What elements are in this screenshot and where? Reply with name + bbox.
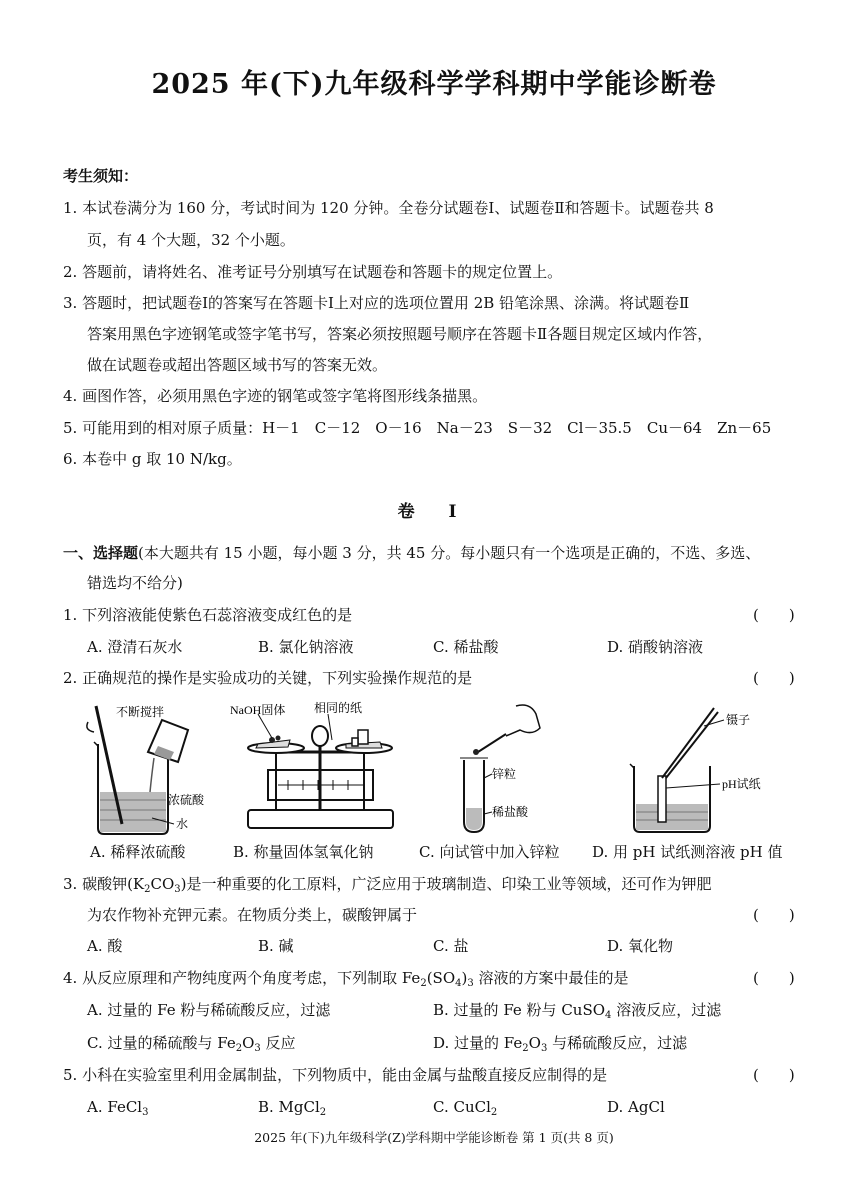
- q4-text: 4. 从反应原理和产物纯度两个角度考虑，下列制取 Fe: [63, 969, 421, 987]
- q4-sub: 2: [522, 1043, 529, 1054]
- q4-option-a: A. 过量的 Fe 粉与稀硫酸反应，过滤: [87, 1001, 331, 1019]
- q5-stem: 5. 小科在实验室里利用金属制盐，下列物质中，能由金属与盐酸直接反应制得的是: [63, 1066, 608, 1084]
- q4-text: B. 过量的 Fe 粉与 CuSO: [433, 1001, 606, 1019]
- q4-sub: 2: [420, 978, 427, 989]
- q5-sub: 3: [142, 1107, 149, 1118]
- q4-sub: 3: [540, 1043, 548, 1054]
- notice-line: 2. 答题前，请将姓名、准考证号分别填写在试题卷和答题卡的规定位置上。: [63, 263, 563, 281]
- q3-text: 3. 碳酸钾(K: [63, 875, 145, 893]
- notice-line: 4. 画图作答，必须用黑色字迹的钢笔或签字笔将图形线条描黑。: [63, 387, 488, 405]
- exam-title: 2025 年(下)九年级科学学科期中学能诊断卷: [151, 69, 717, 100]
- q4-stem: [63, 968, 629, 988]
- notice-line: 3. 答题时，把试题卷Ⅰ的答案写在答题卡Ⅰ上对应的选项位置用 2B 铅笔涂黑、涂满。将试题卷Ⅱ: [63, 294, 690, 312]
- notice-heading: 考生须知：: [63, 167, 139, 185]
- notice-line: 1. 本试卷满分为 160 分，考试时间为 120 分钟。全卷分试题卷Ⅰ、试题卷Ⅱ和答题卡。试题卷共 8: [63, 199, 714, 217]
- q4-text: C. 过量的稀硫酸与 Fe: [87, 1034, 236, 1052]
- notice-line: 页，有 4 个大题，32 个小题。: [87, 231, 295, 249]
- q1-option-c: C. 稀盐酸: [433, 638, 499, 656]
- q4-text: 溶液的方案中最佳的是: [473, 969, 629, 987]
- part1-heading: 一、选择题: [63, 544, 139, 562]
- q5-option-c: [433, 1097, 497, 1117]
- q3-option-b: B. 碱: [258, 937, 294, 955]
- q4-sub: 4: [455, 978, 462, 989]
- q4-sub: 3: [467, 978, 474, 989]
- q4-text: 溶液反应，过滤: [611, 1001, 722, 1019]
- q4-text: D. 过量的 Fe: [433, 1034, 523, 1052]
- figure-b-label-naoh: NaOH固体: [230, 703, 286, 717]
- q5-option-b: [258, 1097, 326, 1117]
- notice-line: 做在试题卷或超出答题区域书写的答案无效。: [87, 356, 388, 374]
- figure-a-caption: A. 稀释浓硫酸: [90, 843, 186, 861]
- figure-b-caption: B. 称量固体氢氧化钠: [233, 843, 374, 861]
- q4-answer-paren: ( ): [753, 969, 795, 987]
- figure-a-label-stir: 不断搅拌: [116, 705, 165, 719]
- q4-text: O: [242, 1034, 255, 1052]
- figure-d-caption: D. 用 pH 试纸测溶液 pH 值: [592, 843, 783, 861]
- figure-d-label-ph-paper: pH试纸: [722, 777, 761, 791]
- page-footer: 2025 年(下)九年级科学(Z)学科期中学能诊断卷 第 1 页(共 8 页): [254, 1130, 614, 1145]
- q4-text: 与稀硫酸反应，过滤: [547, 1034, 688, 1052]
- q3-sub: 3: [174, 884, 181, 895]
- notice-line: 5. 可能用到的相对原子质量：H－1 C－12 O－16 Na－23 S－32 Cl－35.5 Cu－64 Zn－65: [63, 419, 772, 437]
- q1-option-d: D. 硝酸钠溶液: [607, 638, 704, 656]
- q2-stem: 2. 正确规范的操作是实验成功的关键，下列实验操作规范的是: [63, 669, 473, 687]
- q1-stem: 1. 下列溶液能使紫色石蕊溶液变成红色的是: [63, 606, 353, 624]
- q3-stem-line1: [63, 874, 712, 894]
- q5-sub: 2: [490, 1107, 498, 1118]
- q5-text: C. CuCl: [433, 1098, 491, 1116]
- q1-option-a: A. 澄清石灰水: [87, 638, 183, 656]
- q5-text: A. FeCl: [87, 1098, 143, 1116]
- figure-a-dilution: [70, 700, 220, 838]
- q4-sub: 3: [254, 1043, 261, 1054]
- q4-option-c: [87, 1033, 296, 1053]
- q3-stem-line2: 为农作物补充钾元素。在物质分类上，碳酸钾属于: [87, 906, 418, 924]
- q1-option-b: B. 氯化钠溶液: [258, 638, 354, 656]
- figure-a-label-water: 水: [176, 817, 189, 831]
- q4-option-b: [433, 1000, 721, 1020]
- q4-text: 反应: [260, 1034, 296, 1052]
- q4-text: O: [528, 1034, 541, 1052]
- q3-text: )是一种重要的化工原料，广泛应用于玻璃制造、印染工业等领域，还可作为钾肥: [180, 875, 712, 893]
- part1-header: [63, 543, 760, 563]
- figure-b-balance: [228, 700, 413, 838]
- section-label: 卷 Ⅰ: [397, 502, 471, 522]
- q4-option-d: [433, 1033, 687, 1053]
- q2-answer-paren: ( ): [753, 669, 795, 687]
- q3-sub: 2: [144, 884, 151, 895]
- part1-desc: (本大题共有 15 小题，每小题 3 分，共 45 分。每小题只有一个选项是正确的，不选、多选、: [138, 544, 761, 562]
- notice-line: 答案用黑色字迹钢笔或签字笔书写，答案必须按照题号顺序在答题卡Ⅱ各题目规定区域内作答，: [87, 325, 713, 343]
- q4-sub: 4: [605, 1010, 612, 1021]
- q3-option-c: C. 盐: [433, 937, 469, 955]
- figure-b-label-paper: 相同的纸: [314, 701, 363, 715]
- figure-d-label-tweezers: 镊子: [726, 713, 751, 727]
- q1-answer-paren: ( ): [753, 606, 795, 624]
- q5-option-d: D. AgCl: [607, 1098, 665, 1116]
- figure-d-ph-test: [620, 700, 790, 838]
- q4-text: (SO: [426, 969, 456, 987]
- q3-option-a: A. 酸: [87, 937, 123, 955]
- notice-line: 6. 本卷中 g 取 10 N/kg。: [63, 450, 242, 468]
- figure-a-label-acid: 浓硫酸: [168, 793, 205, 807]
- part1-desc-cont: 错选均不给分): [87, 574, 183, 592]
- q5-answer-paren: ( ): [753, 1066, 795, 1084]
- q4-text: ): [461, 969, 468, 987]
- q3-text: CO: [150, 875, 175, 893]
- figure-c-caption: C. 向试管中加入锌粒: [419, 843, 560, 861]
- q3-option-d: D. 氧化物: [607, 937, 674, 955]
- q5-option-a: [87, 1097, 148, 1117]
- figure-c-label-zinc: 锌粒: [492, 767, 517, 781]
- q5-text: B. MgCl: [258, 1098, 320, 1116]
- figure-c-label-acid: 稀盐酸: [492, 805, 529, 819]
- figure-c-test-tube: [440, 700, 580, 838]
- q5-sub: 2: [319, 1107, 327, 1118]
- q3-answer-paren: ( ): [753, 906, 795, 924]
- q4-sub: 2: [235, 1043, 243, 1054]
